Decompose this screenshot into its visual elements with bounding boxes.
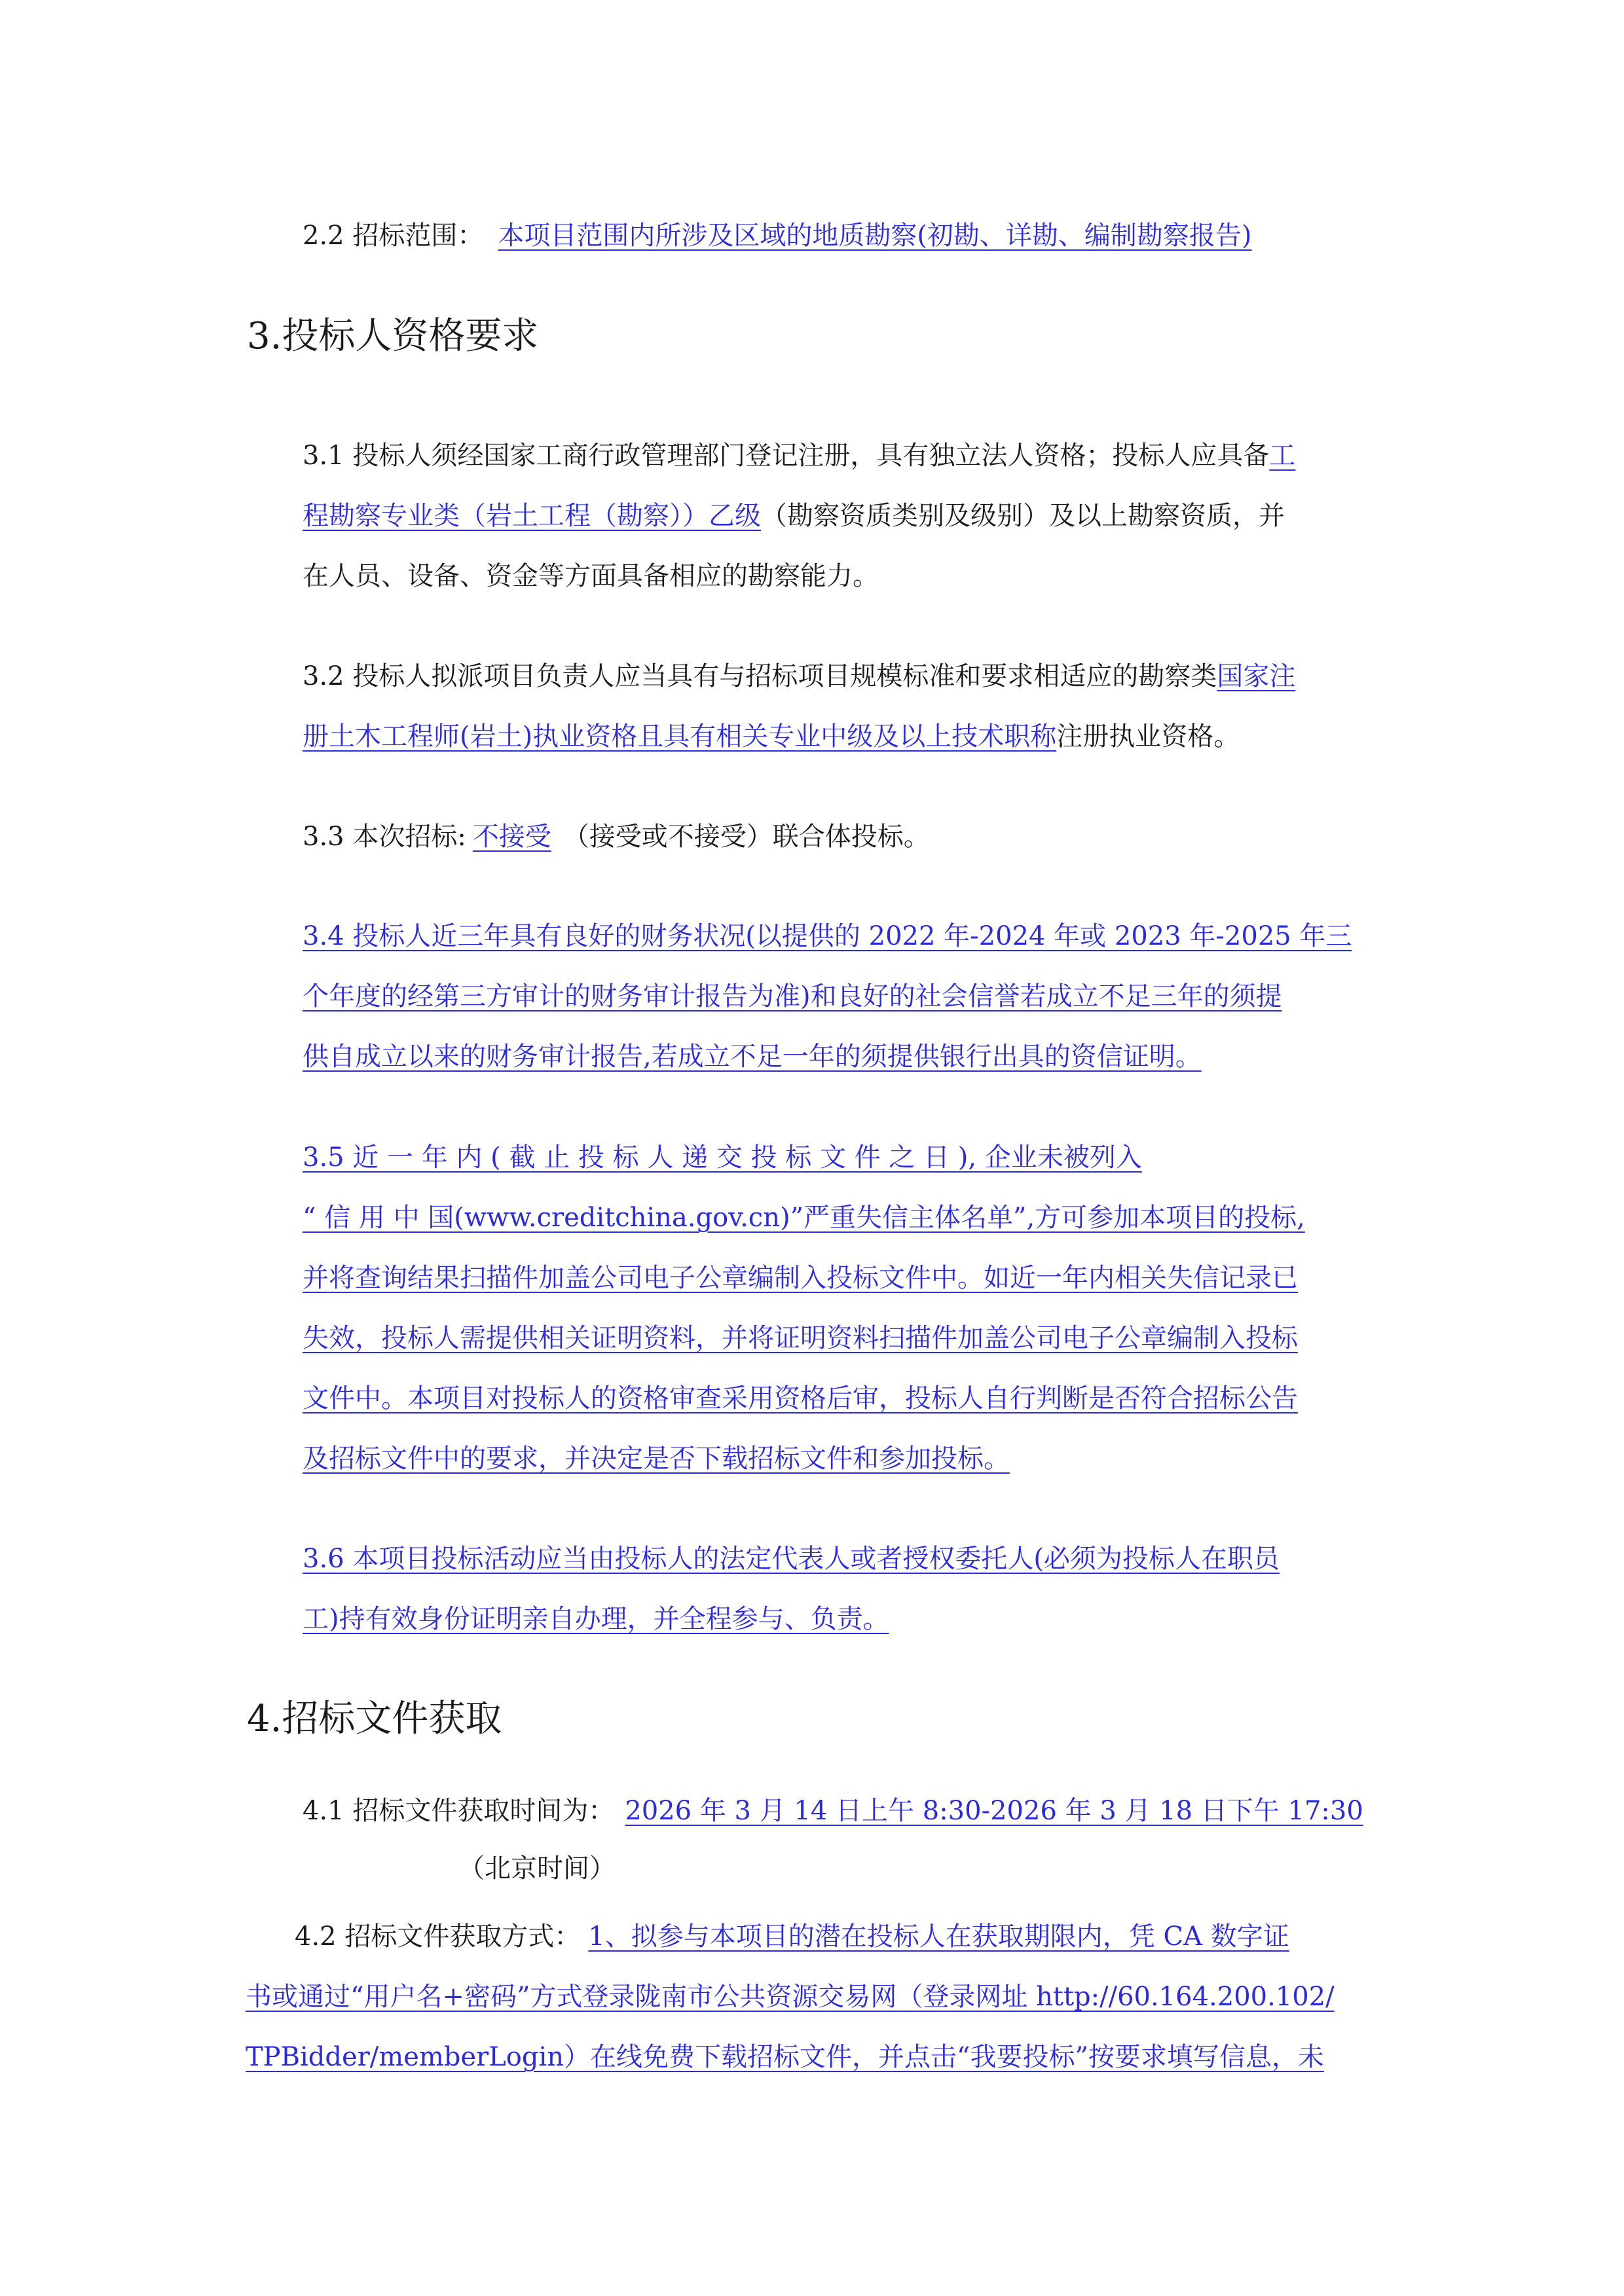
p33-line <box>303 818 930 855</box>
p35-line3: 并将查询结果扫描件加盖公司电子公章编制入投标文件中。如近一年内相关失信记录已 <box>303 1263 1298 1293</box>
p36-line1: 3.6 本项目投标活动应当由投标人的法定代表人或者授权委托人(必须为投标人在职员 <box>303 1544 1280 1574</box>
p32-line1 <box>303 658 1295 695</box>
p33-text: 3.3 本次招标: <box>303 822 466 852</box>
p32-line2 <box>303 718 1240 755</box>
p35-line4: 失效，投标人需提供相关证明资料，并将证明资料扫描件加盖公司电子公章编制入投标 <box>303 1323 1298 1353</box>
p33-text-end: （接受或不接受）联合体投标。 <box>563 822 930 852</box>
acquisition-time-value: 2026 年 3 月 14 日上午 8:30-2026 年 3 月 18 日下午 17:30 <box>625 1796 1363 1826</box>
p41-note: （北京时间） <box>458 1853 616 1884</box>
p41-label: 4.1 招标文件获取时间为： <box>303 1796 615 1826</box>
bidding-scope-value: 本项目范围内所涉及区域的地质勘察(初勘、详勘、编制勘察报告) <box>498 221 1252 251</box>
consortium-value: 不接受 <box>472 822 551 852</box>
heading-document-acquisition: 4.招标文件获取 <box>247 1698 502 1740</box>
p31-line3: 在人员、设备、资金等方面具备相应的勘察能力。 <box>303 561 879 591</box>
p35-line2: “ 信 用 中 国(www.creditchina.gov.cn)”严重失信主体名单”,方可参加本项目的投标, <box>303 1203 1305 1233</box>
p34-line3: 供自成立以来的财务审计报告,若成立不足一年的须提供银行出具的资信证明。 <box>303 1042 1202 1072</box>
p42-line2: 书或通过“用户名+密码”方式登录陇南市公共资源交易网（登录网址 http://60.164.200.102/ <box>246 1982 1335 2012</box>
p31-line1 <box>303 437 1295 474</box>
p42-line3: TPBidder/memberLogin）在线免费下载招标文件，并点击“我要投标”按要求填写信息，未 <box>246 2042 1324 2072</box>
p31-line2 <box>303 498 1285 534</box>
p42-line1 <box>295 1918 1289 1955</box>
section-2-2 <box>303 217 1272 254</box>
p36-line2: 工)持有效身份证明亲自办理，并全程参与、负责。 <box>303 1604 889 1634</box>
p32-text-cont: 注册执业资格。 <box>1056 721 1240 752</box>
section-2-2-label: 2.2 招标范围： <box>303 221 484 251</box>
p35-line1: 3.5 近 一 年 内 ( 截 止 投 标 人 递 交 投 标 文 件 之 日 ), 企业未被列入 <box>303 1142 1142 1173</box>
p31-qualification-link: 工 <box>1269 441 1296 471</box>
p42-label: 4.2 招标文件获取方式： <box>295 1922 581 1952</box>
p42-method-text: 1、拟参与本项目的潜在投标人在获取期限内，凭 CA 数字证 <box>588 1922 1289 1952</box>
p32-text: 3.2 投标人拟派项目负责人应当具有与招标项目规模标准和要求相适应的勘察类 <box>303 661 1217 691</box>
p32-qualification-link: 国家注 <box>1217 661 1296 691</box>
p34-line2: 个年度的经第三方审计的财务审计报告为准)和良好的社会信誉若成立不足三年的须提 <box>303 981 1282 1011</box>
p31-text-cont: （勘察资质类别及级别）及以上勘察资质，并 <box>761 501 1285 531</box>
p31-text: 3.1 投标人须经国家工商行政管理部门登记注册，具有独立法人资格；投标人应具备 <box>303 441 1270 471</box>
p31-qualification-link-cont: 程勘察专业类（岩土工程（勘察））乙级 <box>303 501 761 531</box>
p35-line6: 及招标文件中的要求，并决定是否下载招标文件和参加投标。 <box>303 1444 1010 1474</box>
p34-line1: 3.4 投标人近三年具有良好的财务状况(以提供的 2022 年-2024 年或 2023 年-2025 年三 <box>303 921 1352 951</box>
p41-line <box>303 1793 1369 1829</box>
p32-qualification-link-cont: 册土木工程师(岩土)执业资格且具有相关专业中级及以上技术职称 <box>303 721 1057 752</box>
p35-line5: 文件中。本项目对投标人的资格审查采用资格后审，投标人自行判断是否符合招标公告 <box>303 1383 1298 1413</box>
heading-bidder-qualification: 3.投标人资格要求 <box>247 315 539 357</box>
